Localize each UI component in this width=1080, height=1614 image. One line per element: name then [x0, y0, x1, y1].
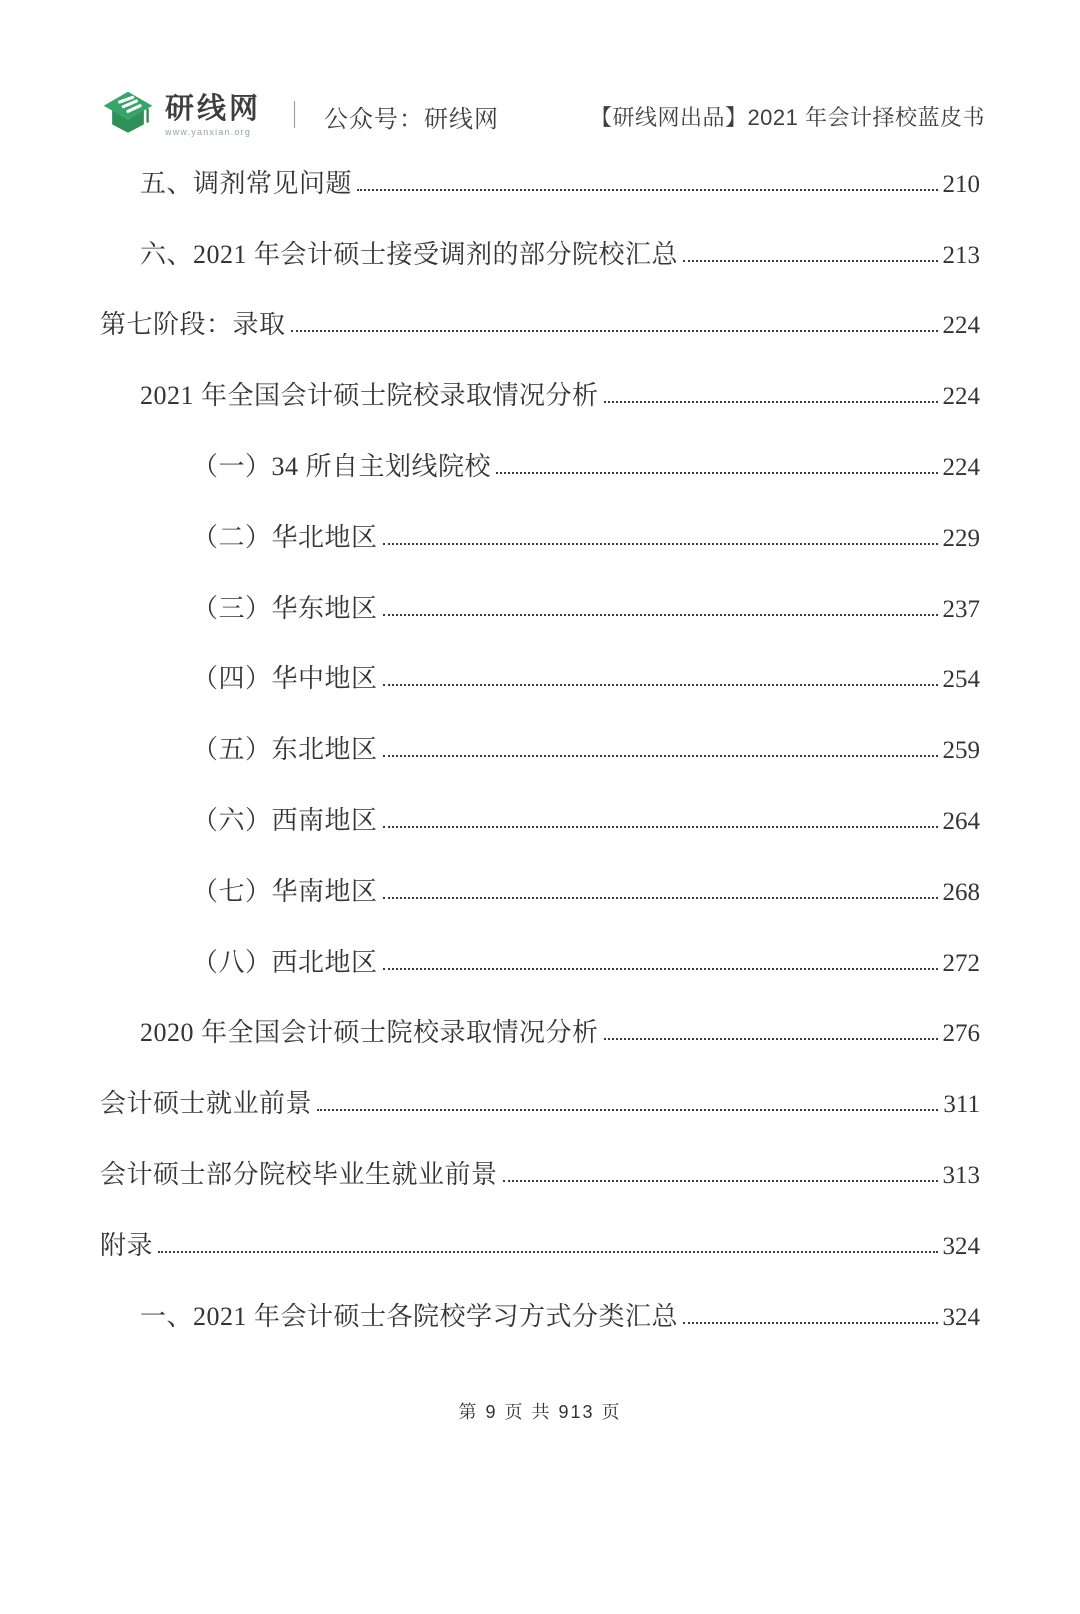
toc-entry-line [100, 942, 980, 979]
toc-entry[interactable] [100, 854, 980, 925]
dot-leader [291, 324, 938, 332]
toc-entry-label: 2021 年全国会计硕士院校录取情况分析 [140, 381, 599, 411]
toc-entry-line [100, 517, 980, 554]
wechat-account-label: 公众号：研线网 [324, 105, 500, 133]
toc-entry-line [100, 588, 980, 625]
toc-entry-page: 324 [942, 1303, 980, 1331]
toc-entry-label: （一）34 所自主划线院校 [192, 452, 492, 482]
toc-entry-line [100, 1154, 980, 1191]
dot-leader [503, 1174, 938, 1182]
graduation-cap-logo-icon [100, 88, 156, 144]
toc-entry[interactable] [100, 1137, 980, 1208]
dot-leader [604, 395, 938, 403]
toc-entry-page: 224 [942, 383, 980, 411]
toc-entry-line [100, 871, 980, 908]
toc-entry[interactable] [100, 1279, 980, 1350]
toc-entry-label: （四）华中地区 [192, 664, 378, 694]
toc-entry-page: 259 [942, 737, 980, 765]
toc-entry-page: 254 [942, 666, 980, 694]
toc-entry-label: （二）华北地区 [192, 522, 378, 552]
toc-entry-page: 268 [942, 878, 980, 906]
toc-entry-page: 224 [942, 312, 980, 340]
toc-entry-line [100, 1083, 980, 1120]
toc-entry-line [100, 658, 980, 695]
toc-entry-label: （三）华东地区 [192, 593, 378, 623]
toc-entry-label: 附录 [100, 1230, 154, 1260]
page-footer [0, 1398, 1080, 1424]
dot-leader [383, 820, 938, 828]
dot-leader [496, 466, 937, 474]
toc-list [100, 146, 980, 1350]
dot-leader [383, 962, 938, 970]
toc-entry[interactable] [100, 358, 980, 429]
toc-entry[interactable] [100, 996, 980, 1067]
dot-leader [383, 678, 938, 686]
toc-entry[interactable] [100, 288, 980, 359]
toc-entry[interactable] [100, 500, 980, 571]
toc-entry[interactable] [100, 925, 980, 996]
toc-entry[interactable] [100, 783, 980, 854]
toc-entry[interactable] [100, 571, 980, 642]
toc-entry-line [100, 446, 980, 483]
yanxian-logo [100, 88, 261, 144]
toc-entry-page: 224 [942, 454, 980, 482]
toc-entry-label: 六、2021 年会计硕士接受调剂的部分院校汇总 [140, 239, 679, 269]
header-separator: ｜ [281, 100, 309, 131]
toc-entry[interactable] [100, 429, 980, 500]
toc-entry-label: （七）华南地区 [192, 876, 378, 906]
dot-leader [383, 537, 938, 545]
toc-entry-label: （五）东北地区 [192, 735, 378, 765]
toc-entry-label: 会计硕士就业前景 [100, 1089, 313, 1119]
toc-entry[interactable] [100, 1208, 980, 1279]
toc-entry-page: 324 [942, 1232, 980, 1260]
brand-name: 研线网 [165, 93, 262, 125]
toc-entry-line [100, 1225, 980, 1262]
toc-entry[interactable] [100, 217, 980, 288]
toc-entry-page: 272 [942, 949, 980, 977]
toc-entry-label: 2020 年全国会计硕士院校录取情况分析 [140, 1018, 599, 1048]
dot-leader [317, 1103, 938, 1111]
brand-site-url: www.yanxian.org [165, 127, 252, 137]
dot-leader [383, 749, 938, 757]
page-header [100, 86, 985, 146]
toc-entry-page: 210 [942, 170, 980, 198]
toc-entry-line [100, 1296, 980, 1333]
dot-leader [683, 254, 937, 262]
toc-entry[interactable] [100, 712, 980, 783]
toc-entry[interactable] [100, 146, 980, 217]
toc-entry-line [100, 1012, 980, 1049]
toc-entry-label: 第七阶段：录取 [100, 310, 286, 340]
toc-entry-page: 311 [943, 1091, 980, 1119]
toc-entry[interactable] [100, 642, 980, 713]
toc-entry-page: 229 [942, 524, 980, 552]
toc-entry-line [100, 375, 980, 412]
toc-entry-page: 264 [942, 808, 980, 836]
toc-entry-label: 五、调剂常见问题 [140, 168, 353, 198]
toc-entry-label: （八）西北地区 [192, 947, 378, 977]
toc-entry-page: 313 [942, 1162, 980, 1190]
toc-entry-label: 一、2021 年会计硕士各院校学习方式分类汇总 [140, 1301, 679, 1331]
toc-entry-line [100, 163, 980, 200]
dot-leader [383, 608, 938, 616]
dot-leader [683, 1316, 937, 1324]
toc-entry-page: 213 [942, 241, 980, 269]
edition-title: 【研线网出品】2021 年会计择校蓝皮书 [589, 104, 985, 130]
brand-text-block [165, 95, 261, 137]
toc-entry-page: 237 [942, 595, 980, 623]
header-brand-group [100, 88, 499, 144]
dot-leader [357, 183, 937, 191]
dot-leader [604, 1032, 938, 1040]
toc-entry-page: 276 [942, 1020, 980, 1048]
toc-entry-line [100, 304, 980, 341]
toc-entry-label: 会计硕士部分院校毕业生就业前景 [100, 1160, 498, 1190]
toc-entry-line [100, 800, 980, 837]
dot-leader [383, 891, 938, 899]
toc-entry-label: （六）西南地区 [192, 806, 378, 836]
toc-entry-line [100, 729, 980, 766]
page-indicator: 第 9 页 共 913 页 [458, 1401, 622, 1422]
toc-entry-line [100, 234, 980, 271]
document-page [0, 86, 1080, 1614]
dot-leader [158, 1245, 937, 1253]
toc-entry[interactable] [100, 1066, 980, 1137]
